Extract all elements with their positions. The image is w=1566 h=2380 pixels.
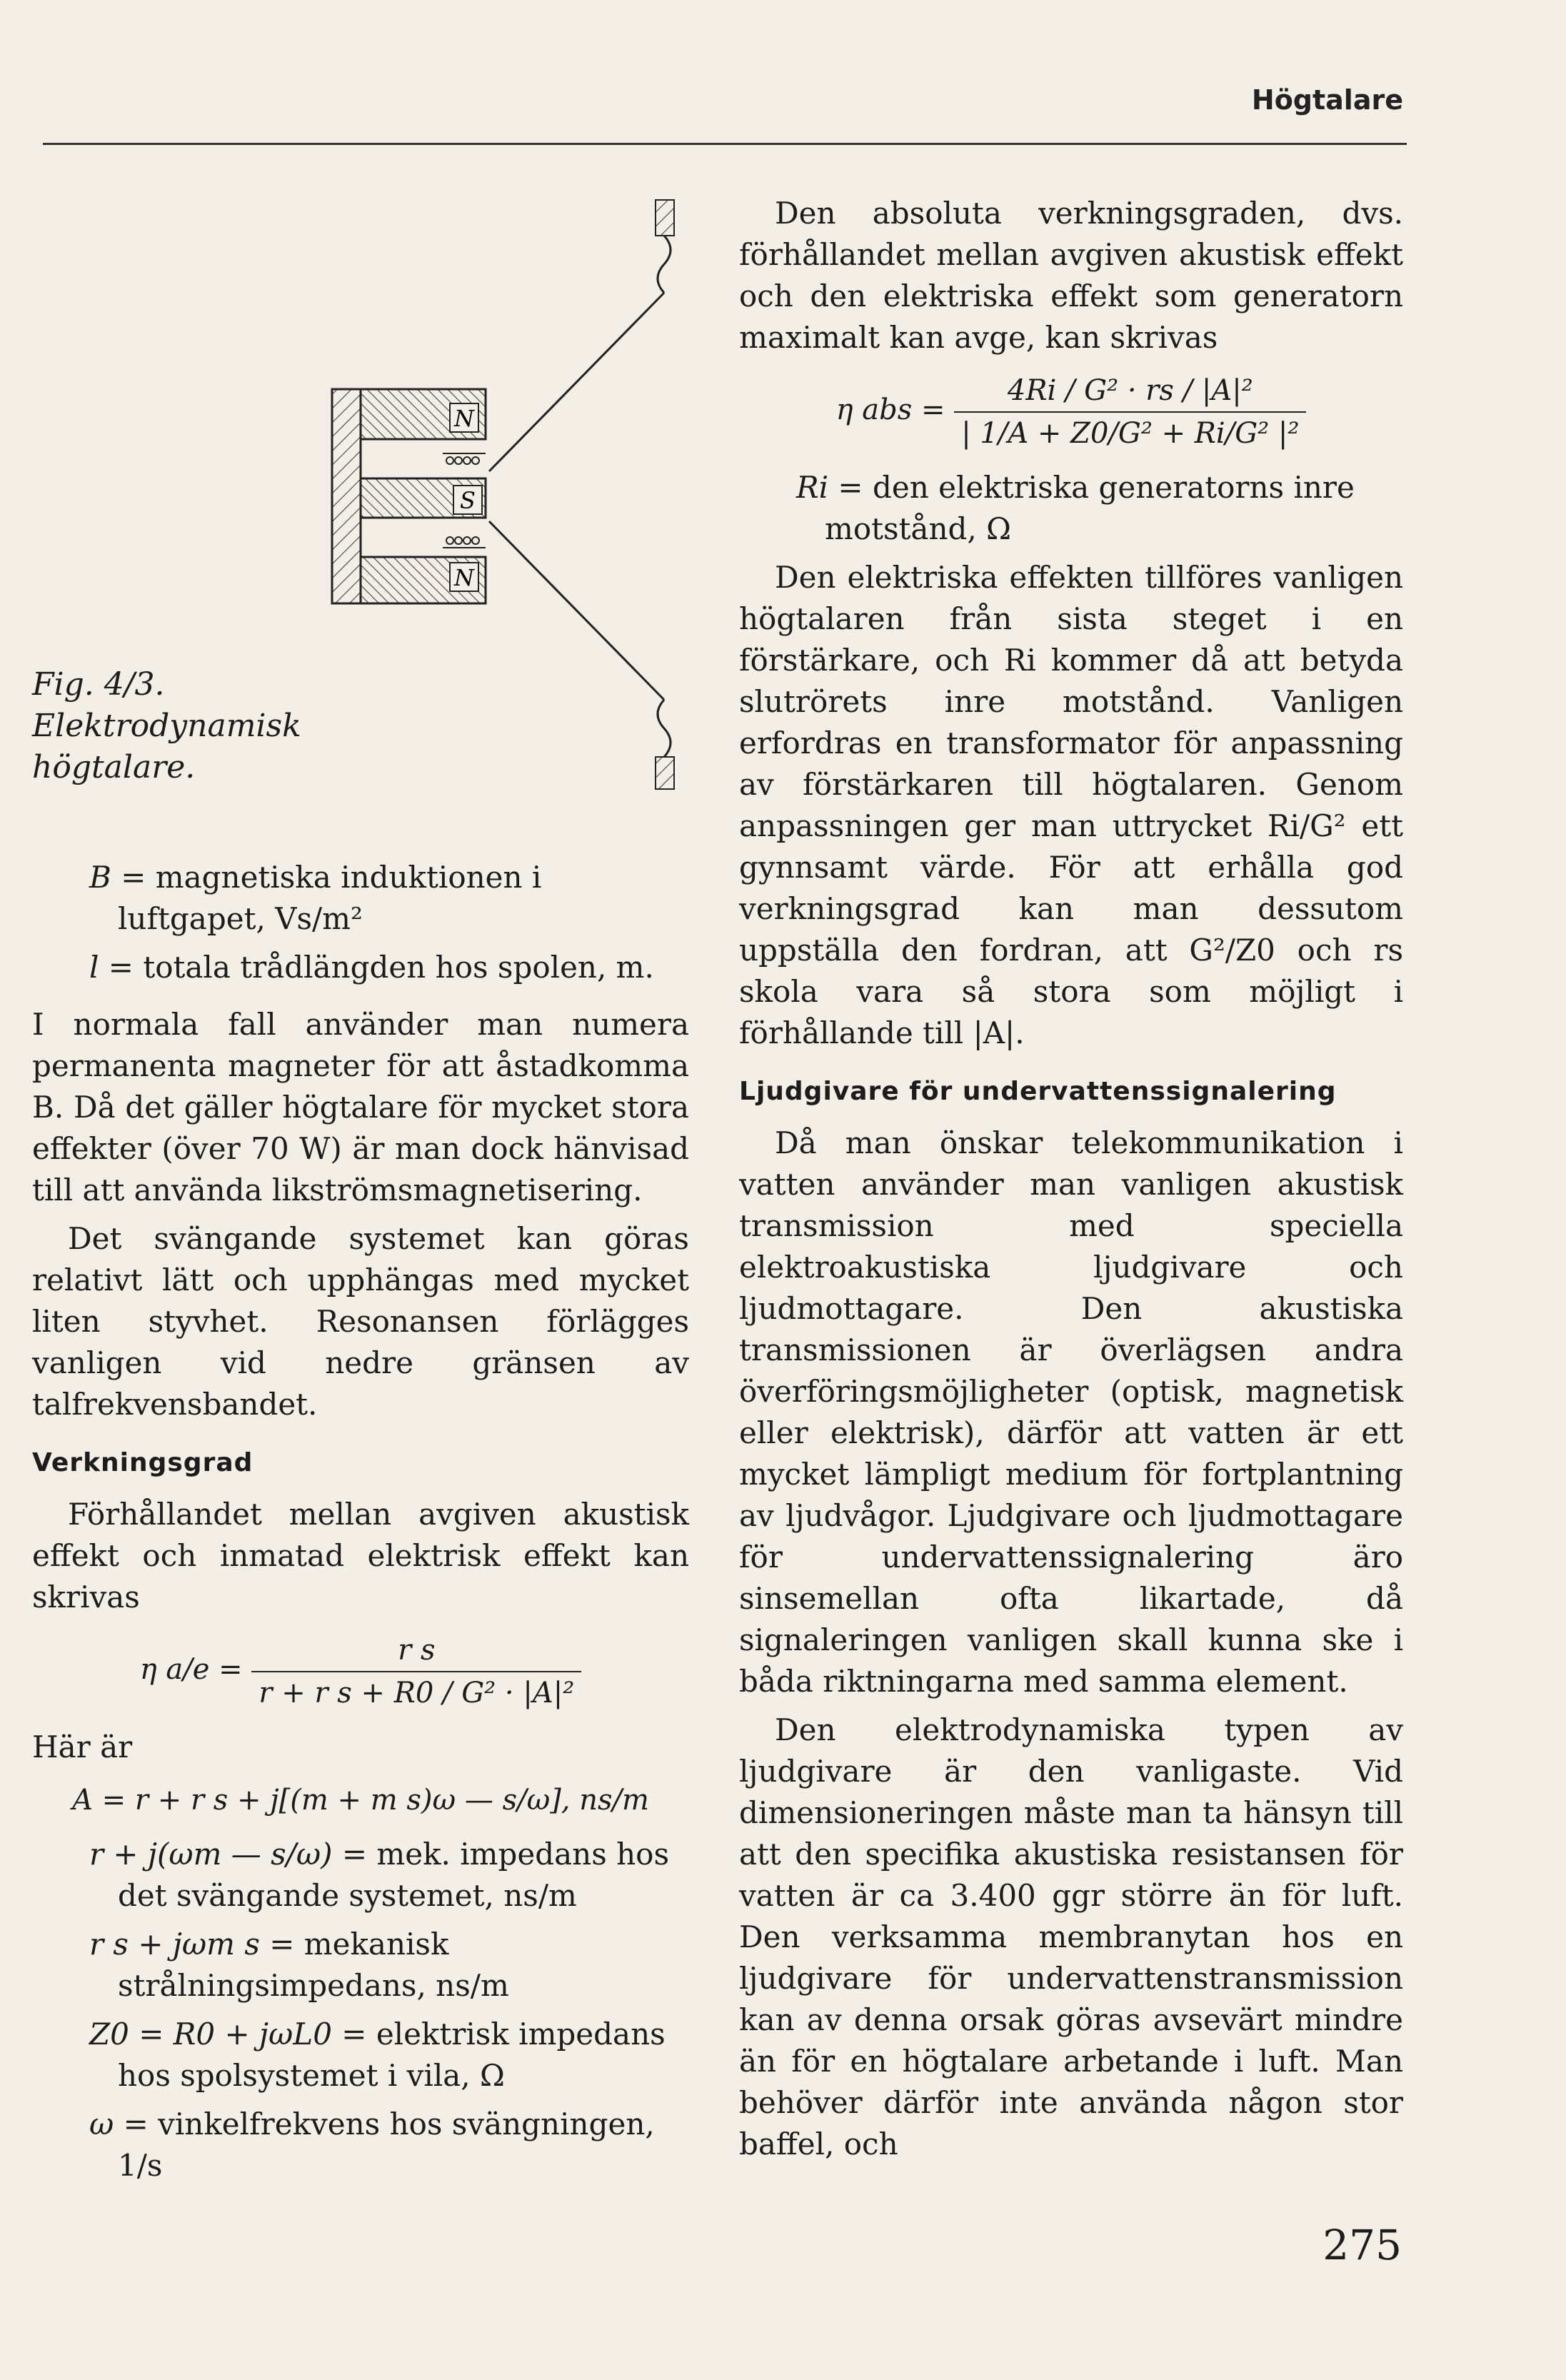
- running-header: Högtalare: [1251, 84, 1403, 116]
- label-s-mid: S: [460, 487, 476, 514]
- paragraph: Den elektriska effekten tillföres vanligen högtalaren från sista steget i en förstärkare, och Ri kommer då att betyda slutrörets inre motstånd. Vanligen erfordras en transformator för anpassning av förstärkaren till högtalaren. Genom anpassningen ger man uttrycket Ri/G² ett gynnsamt värde. För att erhålla god verkningsgrad kan man dessutom uppställa den fordran, att G²/Z0 och rs skola vara så stora som möjligt i förhållande till |A|.: [739, 560, 1403, 1050]
- definition: r s + jωm s = mekanisk strålningsimpedans, ns/m: [89, 1927, 509, 2003]
- loudspeaker-diagram: [314, 186, 714, 793]
- paragraph: I normala fall använder man numera permanenta magneter för att åstadkomma B. Då det gäller högtalare för mycket stora effekter (över 70 W) är man dock hänvisad till att använda likströmsmagnetisering.: [32, 1007, 689, 1207]
- efficiency-formula: η a/e = $\frac{\text{r s}}{\text{r + r s + R0 / G² · |A|²}}$: [32, 1630, 689, 1714]
- voice-coil-bottom: [446, 537, 479, 544]
- definition: ω = vinkelfrekvens hos svängningen, 1/s: [89, 2107, 655, 2183]
- definition-l: l = totala trådlängden hos spolen, m.: [89, 950, 654, 985]
- paragraph: Förhållandet mellan avgiven akustisk effekt och inmatad elektrisk effekt kan skrivas: [32, 1497, 689, 1615]
- paragraph: Den elektrodynamiska typen av ljudgivare är den vanligaste. Vid dimensioneringen måste man ta hänsyn till att den specifika akustiska resistansen för vatten är ca 3.400 ggr större än för luft. Den verksamma membranytan hos en ljudgivare för undervattenstransmission kan av denna orsak göras avsevärt mindre än för en högtalare arbetande i luft. Man behöver därför inte använda någon stor baffel, och: [739, 1712, 1403, 2161]
- cone-lower: [489, 521, 664, 700]
- definition-ri: Ri = den elektriska generatorns inre motstånd, Ω: [796, 470, 1355, 546]
- suspension-top: [658, 236, 671, 293]
- paragraph: Då man önskar telekommunikation i vatten använder man vanligen akustisk transmission med speciella elektroakustiska ljudgivare och ljudmottagare. Den akustiska transmissionen är överlägsen andra överföringsmöjligheter (optisk, magnetisk eller elektrisk), därför att vatten är ett mycket lämpligt medium för fortplantning av ljudvågor. Ljudgivare och ljudmottagare för undervattenssignalering äro sinsemellan ofta likartade, då signaleringen vanligen skall kunna ske i båda riktningarna med samma element.: [739, 1125, 1403, 1699]
- label-n-top: N: [454, 405, 474, 432]
- paragraph: Det svängande systemet kan göras relativt lätt och upphängas med mycket liten styvhet. Resonansen förlägges vanligen vid nedre gränsen av talfrekvensbandet.: [32, 1221, 689, 1422]
- figure-caption: Fig. 4/3. Elektrodynamisk högtalare.: [32, 666, 301, 785]
- label-n-bottom: N: [454, 564, 474, 591]
- frame-top: [656, 200, 674, 236]
- paragraph: Här är: [32, 1729, 133, 1764]
- page-number: 275: [1322, 2221, 1402, 2269]
- absolute-efficiency-formula: η abs = $\frac{\text{4Ri / G² · rs / |A|²}}{\text{| 1/A + Z0/G² + Ri/G² |²}}$: [739, 370, 1403, 454]
- impedance-formula: A = r + r s + j[(m + m s)ω — s/ω], ns/m: [72, 1784, 649, 1817]
- section-heading: Verkningsgrad: [32, 1448, 254, 1477]
- cone-upper: [489, 293, 664, 471]
- right-column: [739, 193, 1403, 2172]
- paragraph: Den absoluta verkningsgraden, dvs. förhållandet mellan avgiven akustisk effekt och den elektriska effekt som generatorn maximalt kan avge, kan skrivas: [739, 196, 1403, 355]
- section-heading: Ljudgivare för undervattenssignalering: [739, 1077, 1337, 1106]
- loudspeaker-figure: [314, 186, 714, 795]
- frame-bottom: [656, 757, 674, 789]
- header-rule: [43, 143, 1407, 145]
- definition-b: B = magnetiska induktionen i luftgapet, Vs/m²: [89, 860, 542, 936]
- definition: r + j(ωm — s/ω) = mek. impedans hos det svängande systemet, ns/m: [89, 1837, 670, 1913]
- magnet-back: [332, 389, 361, 603]
- voice-coil-top: [446, 457, 479, 464]
- suspension-bottom: [658, 700, 671, 757]
- definition: Z0 = R0 + jωL0 = elektrisk impedans hos spolsystemet i vila, Ω: [89, 2017, 666, 2093]
- left-column: [32, 857, 689, 2194]
